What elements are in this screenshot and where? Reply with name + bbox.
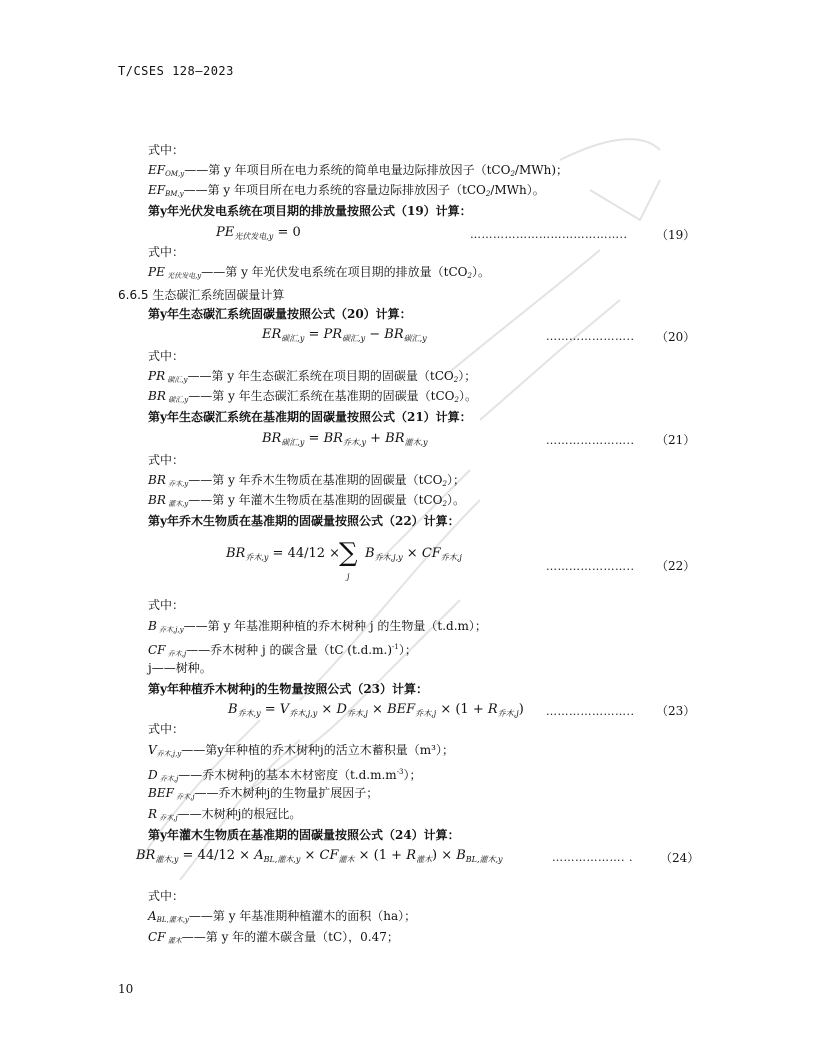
- br-guan-definition: BR $_{灌木,y}$——第 y 年灌木生物质在基准期的固碳量（tCO$_2$）。: [148, 493, 466, 508]
- leader-dots: …………………..: [546, 705, 635, 718]
- br-title: 第y年生态碳汇系统在基准期的固碳量按照公式（21）计算：: [148, 410, 472, 424]
- formula-20: $ER_{碳汇,y} = PR_{碳汇,y} - BR_{碳汇,y}$: [262, 327, 427, 343]
- where-label: 式中：: [148, 722, 185, 736]
- page-number: 10: [118, 982, 134, 996]
- equation-number: （23）: [656, 704, 696, 718]
- formula-19: $PE_{光伏发电,y} = 0$: [216, 225, 301, 241]
- guan-title: 第y年灌木生物质在基准期的固碳量按照公式（24）计算：: [148, 828, 460, 842]
- leader-dots: …………………..: [546, 434, 635, 447]
- bef-definition: BEF $_{乔木,j}$——乔木树种j的生物量扩展因子；: [148, 786, 379, 801]
- br-qiao-definition: BR $_{乔木,y}$——第 y 年乔木生物质在基准期的固碳量（tCO$_2$）；: [148, 473, 466, 488]
- equation-number: （19）: [656, 228, 696, 242]
- formula-23: $B_{乔木,y} = V_{乔木,j,y} \times D_{乔木,j} \times BEF_{乔木,j} \times (1 + R_{乔木,j})$: [228, 702, 524, 718]
- br-definition: BR $_{碳汇,y}$——第 y 年生态碳汇系统在基准期的固碳量（tCO$_2$）。: [148, 389, 478, 404]
- pe-definition: PE $_{光伏发电,y}$——第 y 年光伏发电系统在项目期的排放量（tCO$_2$）。: [148, 265, 490, 280]
- er-title: 第y年生态碳汇系统固碳量按照公式（20）计算：: [148, 307, 412, 321]
- formula-22-terms: $B_{乔木,j,y} \times CF_{乔木,j}$: [365, 546, 462, 562]
- where-label: 式中：: [148, 349, 185, 363]
- plant-title: 第y年种植乔木树种j的生物量按照公式（23）计算：: [148, 682, 429, 696]
- pv-emission-title: 第y年光伏发电系统在项目期的排放量按照公式（19）计算：: [148, 204, 472, 218]
- where-label: 式中：: [148, 889, 185, 903]
- formula-21: $BR_{碳汇,y} = BR_{乔木,y} + BR_{灌木,y}$: [262, 431, 428, 447]
- b-definition: B $_{乔木,j,y}$——第 y 年基准期种植的乔木树种 j 的生物量（t.d.m）；: [148, 619, 487, 634]
- leader-dots: …………………..: [546, 560, 635, 573]
- formula-22: $BR_{乔木,y} = 44/12$ ×: [226, 546, 341, 562]
- where-label: 式中：: [148, 453, 185, 467]
- summation-index: j: [347, 572, 350, 581]
- where-label: 式中：: [148, 245, 185, 259]
- qiao-title: 第y年乔木生物质在基准期的固碳量按照公式（22）计算：: [148, 514, 460, 528]
- section-heading-6-6-5: 6.6.5 生态碳汇系统固碳量计算: [118, 288, 285, 302]
- r-definition: R $_{乔木,j}$——木树种j的根冠比。: [148, 807, 302, 822]
- leader-dots: …………………………………..: [470, 228, 628, 241]
- equation-number: （24）: [660, 851, 700, 865]
- equation-number: （22）: [656, 559, 696, 573]
- cf-guan-definition: CF $_{灌木}$——第 y 年的灌木碳含量（tC），0.47；: [148, 930, 399, 945]
- where-label: 式中：: [148, 598, 185, 612]
- ef-om-definition: $EF_{OM,y}——$第 y 年项目所在电力系统的简单电量边际排放因子（tCO$_2$/MWh)；: [148, 163, 568, 178]
- cf-definition: CF $_{乔木,j}$——乔木树种 j 的碳含量（tC $(t.d.m.)^{-1}$）；: [148, 643, 417, 658]
- a-definition: $A_{BL,灌木,y}——$第 y 年基准期种植灌木的面积（ha）；: [148, 909, 417, 924]
- document-header: T/CSES 128—2023: [118, 64, 234, 78]
- pr-definition: PR $_{碳汇,y}$——第 y 年生态碳汇系统在项目期的固碳量（tCO$_2$）；: [148, 369, 477, 384]
- leader-dots: …………………..: [546, 330, 635, 343]
- j-definition: j——树种。: [148, 661, 212, 675]
- equation-number: （20）: [656, 330, 696, 344]
- where-label: 式中：: [148, 143, 185, 157]
- formula-24: $BR_{灌木,y} = 44/12 \times A_{BL,灌木,y} \times CF_{灌木} \times (1 + R_{灌木}) \times B_{BL,灌木,y}$: [136, 848, 503, 864]
- v-definition: $V_{乔木,j,y}——$第y年种植的乔木树种j的活立木蓄积量（m³）；: [148, 743, 454, 758]
- summation-sign: ∑: [339, 538, 358, 568]
- equation-number: （21）: [656, 433, 696, 447]
- leader-dots: ………………. .: [552, 851, 633, 864]
- d-definition: D $_{乔木,j}$——乔木树种j的基本木材密度$(t.d.m.m^{-3})$；: [148, 768, 422, 783]
- ef-bm-definition: $EF_{BM,y}——$第 y 年项目所在电力系统的容量边际排放因子（tCO$_2$/MWh）。: [148, 183, 545, 198]
